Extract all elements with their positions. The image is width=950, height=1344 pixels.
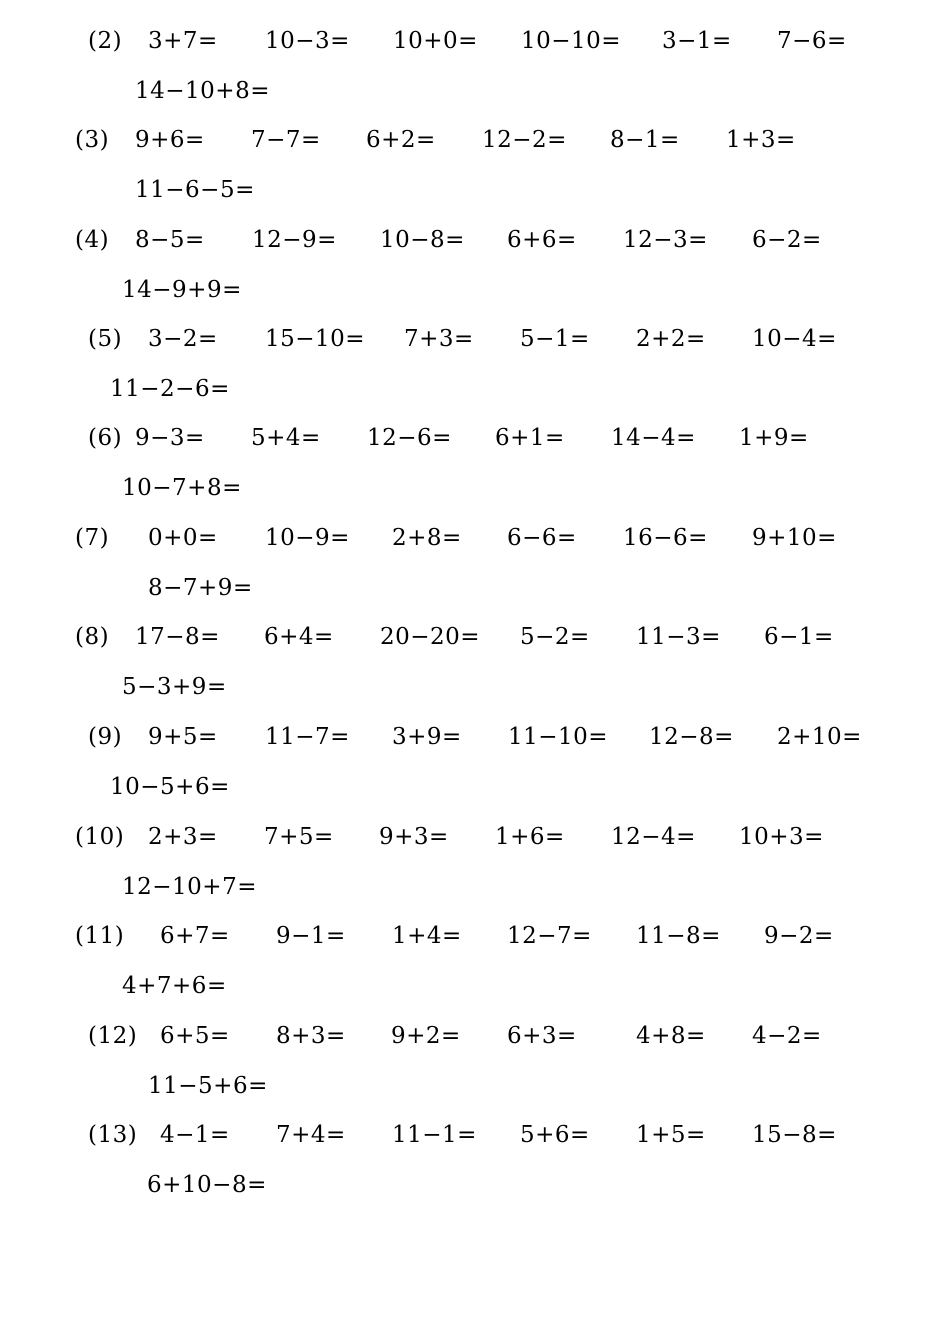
equation: 1+3= bbox=[726, 127, 796, 153]
equation: 12−9= bbox=[252, 227, 337, 253]
problem-number: (13) bbox=[88, 1122, 138, 1148]
equation: 2+10= bbox=[777, 724, 862, 750]
equation: 6+1= bbox=[495, 425, 565, 451]
continuation-equation: 4+7+6= bbox=[122, 973, 227, 999]
equation: 20−20= bbox=[380, 624, 481, 650]
problem-group-8 bbox=[0, 623, 950, 723]
equation: 1+5= bbox=[636, 1122, 706, 1148]
equation: 6+3= bbox=[507, 1023, 577, 1049]
equation: 10−3= bbox=[265, 28, 350, 54]
continuation-equation: 14−10+8= bbox=[135, 78, 270, 104]
continuation-equation: 8−7+9= bbox=[148, 575, 253, 601]
problem-number: (7) bbox=[75, 525, 110, 551]
continuation-equation: 11−2−6= bbox=[110, 376, 230, 402]
equation: 9+3= bbox=[379, 824, 449, 850]
equation: 7−6= bbox=[777, 28, 847, 54]
equation: 4−2= bbox=[752, 1023, 822, 1049]
equation: 8+3= bbox=[276, 1023, 346, 1049]
equation: 3+9= bbox=[392, 724, 462, 750]
problem-group-10 bbox=[0, 823, 950, 923]
problem-number: (6) bbox=[88, 425, 123, 451]
equation: 6+2= bbox=[366, 127, 436, 153]
continuation-equation: 10−5+6= bbox=[110, 774, 230, 800]
equation: 10+0= bbox=[393, 28, 478, 54]
equation: 6+4= bbox=[264, 624, 334, 650]
equation: 9−3= bbox=[135, 425, 205, 451]
equation: 17−8= bbox=[135, 624, 220, 650]
equation: 7+4= bbox=[276, 1122, 346, 1148]
equation: 9−1= bbox=[276, 923, 346, 949]
equation: 3+7= bbox=[148, 28, 218, 54]
problem-number: (2) bbox=[88, 28, 123, 54]
problem-group-13 bbox=[0, 1121, 950, 1221]
equation: 12−8= bbox=[649, 724, 734, 750]
continuation-equation: 6+10−8= bbox=[147, 1172, 267, 1198]
problem-group-4 bbox=[0, 226, 950, 326]
equation: 10−9= bbox=[265, 525, 350, 551]
equation: 11−7= bbox=[265, 724, 350, 750]
equation: 6+5= bbox=[160, 1023, 230, 1049]
equation: 0+0= bbox=[148, 525, 218, 551]
equation: 5+6= bbox=[520, 1122, 590, 1148]
equation: 9−2= bbox=[764, 923, 834, 949]
problem-number: (11) bbox=[75, 923, 125, 949]
problem-number: (8) bbox=[75, 624, 110, 650]
equation: 14−4= bbox=[611, 425, 696, 451]
problem-group-2 bbox=[0, 27, 950, 127]
equation: 7+5= bbox=[264, 824, 334, 850]
equation: 11−10= bbox=[508, 724, 609, 750]
equation: 1+4= bbox=[392, 923, 462, 949]
equation: 12−4= bbox=[611, 824, 696, 850]
problem-number: (12) bbox=[88, 1023, 138, 1049]
equation: 8−5= bbox=[135, 227, 205, 253]
equation: 5−2= bbox=[520, 624, 590, 650]
continuation-equation: 11−6−5= bbox=[135, 177, 255, 203]
equation: 12−2= bbox=[482, 127, 567, 153]
equation: 2+8= bbox=[392, 525, 462, 551]
problem-group-11 bbox=[0, 922, 950, 1022]
equation: 9+5= bbox=[148, 724, 218, 750]
equation: 11−1= bbox=[392, 1122, 477, 1148]
problem-number: (4) bbox=[75, 227, 110, 253]
equation: 7−7= bbox=[251, 127, 321, 153]
equation: 12−3= bbox=[623, 227, 708, 253]
problem-group-6 bbox=[0, 424, 950, 524]
equation: 4+8= bbox=[636, 1023, 706, 1049]
problem-number: (10) bbox=[75, 824, 125, 850]
equation: 10−10= bbox=[521, 28, 622, 54]
equation: 10−8= bbox=[380, 227, 465, 253]
equation: 4−1= bbox=[160, 1122, 230, 1148]
problem-group-12 bbox=[0, 1022, 950, 1122]
equation: 2+3= bbox=[148, 824, 218, 850]
equation: 3−2= bbox=[148, 326, 218, 352]
equation: 9+2= bbox=[391, 1023, 461, 1049]
continuation-equation: 5−3+9= bbox=[122, 674, 227, 700]
equation: 6−1= bbox=[764, 624, 834, 650]
equation: 5+4= bbox=[251, 425, 321, 451]
continuation-equation: 11−5+6= bbox=[148, 1073, 268, 1099]
problem-group-7 bbox=[0, 524, 950, 624]
equation: 1+6= bbox=[495, 824, 565, 850]
equation: 11−3= bbox=[636, 624, 721, 650]
equation: 1+9= bbox=[739, 425, 809, 451]
equation: 8−1= bbox=[610, 127, 680, 153]
problem-number: (9) bbox=[88, 724, 123, 750]
equation: 11−8= bbox=[636, 923, 721, 949]
equation: 16−6= bbox=[623, 525, 708, 551]
equation: 2+2= bbox=[636, 326, 706, 352]
equation: 7+3= bbox=[404, 326, 474, 352]
equation: 6−6= bbox=[507, 525, 577, 551]
equation: 15−8= bbox=[752, 1122, 837, 1148]
problem-number: (5) bbox=[88, 326, 123, 352]
equation: 15−10= bbox=[265, 326, 366, 352]
continuation-equation: 14−9+9= bbox=[122, 277, 242, 303]
equation: 9+6= bbox=[135, 127, 205, 153]
equation: 10+3= bbox=[739, 824, 824, 850]
problem-group-3 bbox=[0, 126, 950, 226]
problem-number: (3) bbox=[75, 127, 110, 153]
equation: 3−1= bbox=[662, 28, 732, 54]
equation: 12−6= bbox=[367, 425, 452, 451]
equation: 10−4= bbox=[752, 326, 837, 352]
problem-group-5 bbox=[0, 325, 950, 425]
equation: 12−7= bbox=[507, 923, 592, 949]
equation: 6+7= bbox=[160, 923, 230, 949]
problem-group-9 bbox=[0, 723, 950, 823]
equation: 5−1= bbox=[520, 326, 590, 352]
continuation-equation: 12−10+7= bbox=[122, 874, 257, 900]
equation: 6−2= bbox=[752, 227, 822, 253]
equation: 6+6= bbox=[507, 227, 577, 253]
equation: 9+10= bbox=[752, 525, 837, 551]
continuation-equation: 10−7+8= bbox=[122, 475, 242, 501]
